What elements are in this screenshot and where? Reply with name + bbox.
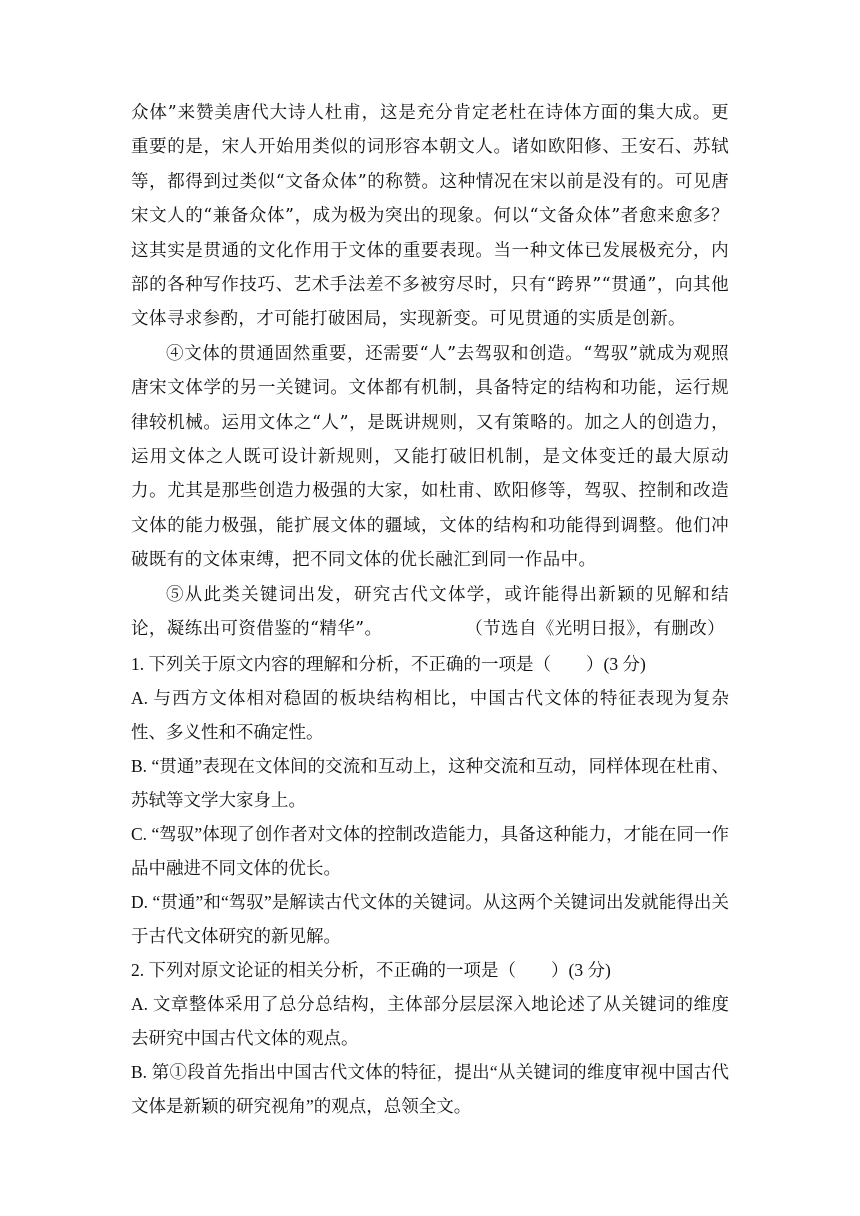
question-1-option-c: C. “驾驭”体现了创作者对文体的控制改造能力，具备这种能力，才能在同一作品中融进不同文体的优长。 — [131, 823, 729, 878]
paragraph-5-block — [131, 578, 729, 647]
question-1-option-b: B. “贯通”表现在文体间的交流和互动上，这种交流和互动，同样体现在杜甫、苏轼等文学大家身上。 — [131, 755, 729, 810]
source-citation: （节选自《光明日报》，有删改） — [465, 619, 725, 640]
paragraph-5: ⑤从此类关键词出发，研究古代文体学，或许能得出新颖的见解和结论，凝练出可资借鉴的“精华”。 — [131, 584, 729, 640]
question-1-option-d: D. “贯通”和“驾驭”是解读古代文体的关键词。从这两个关键词出发就能得出关于古代文体研究的新见解。 — [131, 891, 729, 946]
paragraph-3-continued: 众体”来赞美唐代大诗人杜甫，这是充分肯定老杜在诗体方面的集大成。更重要的是，宋人开始用类似的词形容本朝文人。诸如欧阳修、王安石、苏轼等，都得到过类似“文备众体”的称赞。这种情况在宋以前是没有的。可见唐宋文人的“兼备众体”，成为极为突出的现象。何以“文备众体”者愈来愈多？这其实是贯通的文化作用于文体的重要表现。当一种文体已发展极充分，内部的各种写作技巧、艺术手法差不多被穷尽时，只有“跨界”“贯通”，向其他文体寻求参酌，才可能打破困局，实现新变。可见贯通的实质是创新。 — [131, 103, 729, 330]
question-2-option-b: B. 第①段首先指出中国古代文体的特征，提出“从关键词的维度审视中国古代文体是新颖的研究视角”的观点，总领全文。 — [131, 1061, 729, 1116]
paragraph-4: ④文体的贯通固然重要，还需要“人”去驾驭和创造。“驾驭”就成为观照唐宋文体学的另一关键词。文体都有机制，具备特定的结构和功能，运行规律较机械。运用文体之“人”，是既讲规则，又有策略的。加之人的创造力，运用文体之人既可设计新规则，又能打破旧机制，是文体变迁的最大原动力。尤其是那些创造力极强的大家，如杜甫、欧阳修等，驾驭、控制和改造文体的能力极强，能扩展文体的疆域，文体的结构和功能得到调整。他们冲破既有的文体束缚，把不同文体的优长融汇到同一作品中。 — [131, 343, 729, 571]
question-2-stem: 2. 下列对原文论证的相关分析，不正确的一项是（ ）(3 分) — [131, 959, 611, 980]
question-1-stem: 1. 下列关于原文内容的理解和分析，不正确的一项是（ ）(3 分) — [131, 653, 646, 674]
question-2-option-a: A. 文章整体采用了总分总结构，主体部分层层深入地论述了从关键词的维度去研究中国古代文体的观点。 — [131, 993, 729, 1048]
page-content — [131, 96, 729, 1123]
question-1-option-a: A. 与西方文体相对稳固的板块结构相比，中国古代文体的特征表现为复杂性、多义性和不确定性。 — [131, 687, 729, 742]
